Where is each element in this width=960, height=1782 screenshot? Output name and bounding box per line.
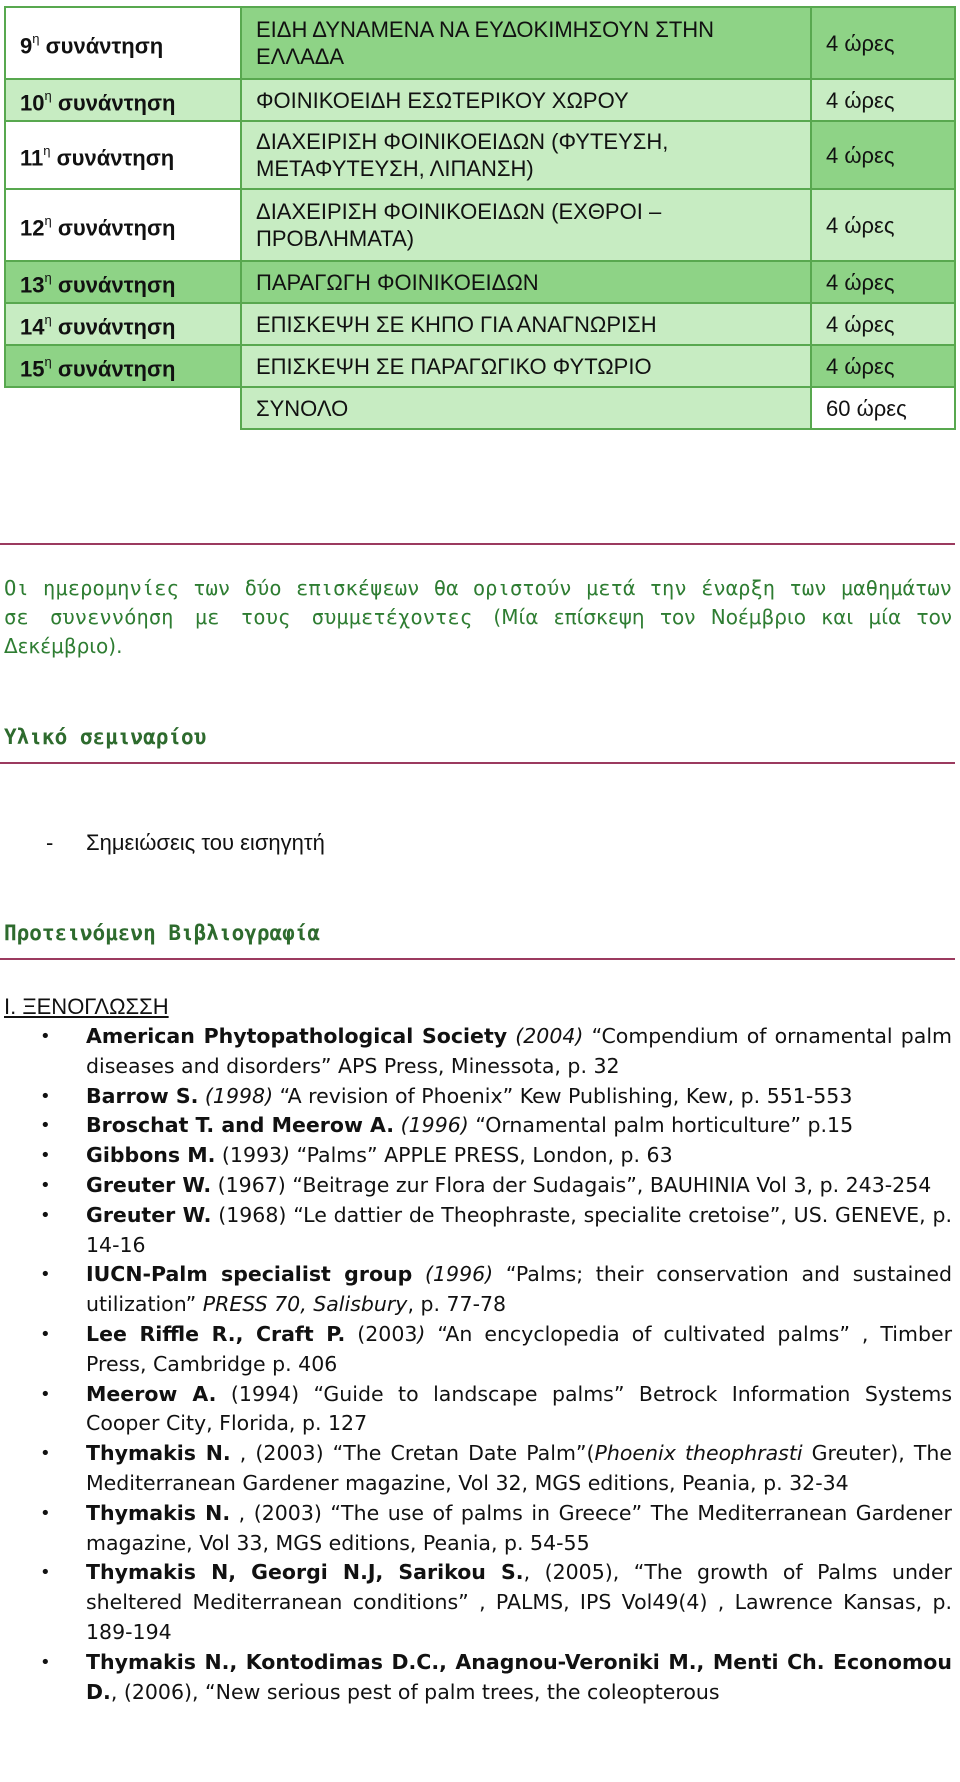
meeting-hours: 4 ώρες [811, 79, 955, 121]
divider-rule [0, 762, 955, 764]
meeting-number: $15^\eta$ συνάντηση [5, 345, 241, 387]
entry-italic: Phoenix theophrasti [594, 1441, 803, 1466]
entry-text: , p. 77-78 [407, 1292, 507, 1317]
entry-text [412, 1262, 425, 1286]
bullet-marker: • [40, 1085, 51, 1107]
bibliography-entry [0, 1439, 952, 1499]
bullet-marker: • [40, 1323, 51, 1345]
bullet-marker: • [40, 1204, 51, 1226]
total-hours: 60 ώρες [811, 387, 955, 429]
entry-italic: (1998) [204, 1083, 274, 1108]
visits-note [4, 574, 952, 661]
entry-author: Thymakis N., Kontodimas D.C., Anagnou-Veroniki M., Menti Ch. Economou D. [86, 1649, 952, 1704]
meeting-hours: 4 ώρες [811, 189, 955, 261]
schedule-row [5, 121, 955, 189]
entry-italic: (1996) [400, 1113, 469, 1138]
bullet-marker: • [40, 1443, 51, 1465]
entry-author: American Phytopathological Society [86, 1024, 508, 1048]
bibliography-entry [0, 1320, 952, 1380]
bullet-marker: • [40, 1115, 51, 1137]
meeting-number: $11^\eta$ συνάντηση [5, 121, 241, 189]
schedule-table [4, 6, 956, 430]
bullet-marker: • [40, 1174, 51, 1196]
bullet-marker: • [40, 1502, 51, 1524]
schedule-row [5, 7, 955, 79]
foreign-bibliography-heading: Ι. ΞΕΝΟΓΛΩΣΣΗ [4, 994, 169, 1019]
meeting-topic: ΦΟΙΝΙΚΟΕΙΔΗ ΕΣΩΤΕΡΙΚΟΥ ΧΩΡΟΥ [241, 79, 811, 121]
entry-author: Meerow A. [86, 1381, 217, 1406]
entry-text: , (2005), “The growth of Palms under sheltered Mediterranean conditions” , PALMS, IPS Vol49(4) , Lawrence Kansas, p. 189-194 [86, 1560, 952, 1644]
visits-note-parenthetical: (Μία επίσκεψη τον Νοέμβριο και μία τον Δεκέμβριο). [4, 605, 952, 658]
meeting-hours: 4 ώρες [811, 261, 955, 303]
entry-text: (1994) “Guide to landscape palms” Betrock Information Systems Cooper City, Florida, p. 127 [86, 1381, 953, 1436]
schedule-row [5, 303, 955, 345]
entry-italic: ) [417, 1321, 426, 1346]
bibliography-entry [0, 1171, 952, 1201]
bibliography-entry [0, 1260, 952, 1320]
bibliography-entry [0, 1141, 952, 1171]
meeting-number: $14^\eta$ συνάντηση [5, 303, 241, 345]
entry-author: Barrow S. [86, 1083, 199, 1108]
bibliography-entry [0, 1111, 952, 1141]
entry-text: “Palms; their conservation and sustained utilization” [86, 1262, 952, 1317]
entry-text: (1968) “Le dattier de Theophraste, specialite cretoise”, US. GENEVE, p. 14-16 [86, 1202, 952, 1257]
entry-text: , (2003) “The Cretan Date Palm”( [230, 1441, 595, 1466]
empty-cell [5, 387, 241, 429]
entry-text: “An encyclopedia of cultivated palms” , Timber Press, Cambridge p. 406 [86, 1321, 953, 1376]
entry-text: “Palms” APPLE PRESS, London, p. 63 [290, 1143, 673, 1168]
entry-author: IUCN-Palm specialist group [86, 1262, 413, 1287]
bibliography-entry [0, 1082, 952, 1112]
meeting-topic: ΔΙΑΧΕΙΡΙΣΗ ΦΟΙΝΙΚΟΕΙΔΩΝ (ΦΥΤΕΥΣΗ, ΜΕΤΑΦΥΤΕΥΣΗ, ΛΙΠΑΝΣΗ) [241, 121, 811, 189]
entry-text: (2003 [345, 1321, 418, 1346]
meeting-number: $9^\eta$ συνάντηση [5, 7, 241, 79]
divider-rule [0, 958, 955, 960]
schedule-row [5, 345, 955, 387]
bibliography-entry [0, 1022, 952, 1082]
meeting-topic: ΔΙΑΧΕΙΡΙΣΗ ΦΟΙΝΙΚΟΕΙΔΩΝ (ΕΧΘΡΟΙ – ΠΡΟΒΛΗΜΑΤΑ) [241, 189, 811, 261]
entry-author: Thymakis N, Georgi N.J, Sarikou S. [86, 1560, 524, 1585]
bullet-marker: • [40, 1264, 51, 1286]
entry-italic: ) [282, 1143, 291, 1168]
entry-author: Thymakis N. [86, 1500, 231, 1525]
schedule-row [5, 261, 955, 303]
bullet-marker: • [40, 1026, 51, 1047]
entry-author: Thymakis N. [86, 1441, 231, 1466]
entry-text: (1993 [215, 1143, 283, 1168]
meeting-topic: ΕΙΔΗ ΔΥΝΑΜΕΝΑ ΝΑ ΕΥΔΟΚΙΜΗΣΟΥΝ ΣΤΗΝ ΕΛΛΑΔΑ [241, 7, 811, 79]
material-item-text: Σημειώσεις του εισηγητή [86, 830, 325, 855]
entry-author: Gibbons M. [86, 1143, 216, 1168]
entry-author: Broschat T. and Meerow A. [86, 1113, 395, 1138]
total-label: ΣΥΝΟΛΟ [241, 387, 811, 429]
bibliography-entry [0, 1648, 952, 1708]
entry-italic: PRESS 70, Salisbury [202, 1292, 408, 1317]
bibliography-heading: Προτεινόμενη Βιβλιογραφία [4, 921, 321, 945]
meeting-hours: 4 ώρες [811, 7, 955, 79]
material-item [46, 830, 325, 856]
schedule-row [5, 79, 955, 121]
entry-text: (1967) “Beitrage zur Flora der Sudagais”, BAUHINIA Vol 3, p. 243-254 [211, 1172, 932, 1197]
dash-marker: - [46, 830, 54, 855]
entry-text: , (2006), “New serious pest of palm trees, the coleopterous [110, 1679, 720, 1704]
entry-text: , (2003) “The use of palms in Greece” The Mediterranean Gardener magazine, Vol 33, MGS editions, Peania, p. 54-55 [86, 1500, 952, 1555]
bibliography-entry [0, 1380, 952, 1440]
meeting-hours: 4 ώρες [811, 345, 955, 387]
entry-italic: (2004) [515, 1024, 584, 1048]
material-heading: Υλικό σεμιναρίου [4, 725, 207, 749]
visits-note-text: Οι ημερομηνίες των δύο επισκέψεων θα οριστούν μετά την έναρξη των μαθημάτων σε συνεννόηση με τους συμμετέχοντες [4, 576, 952, 629]
bibliography-list [0, 1022, 952, 1707]
meeting-topic: ΠΑΡΑΓΩΓΗ ΦΟΙΝΙΚΟΕΙΔΩΝ [241, 261, 811, 303]
entry-text: “Ornamental palm horticulture” p.15 [468, 1113, 854, 1138]
bullet-marker: • [40, 1651, 51, 1673]
meeting-topic: ΕΠΙΣΚΕΨΗ ΣΕ ΠΑΡΑΓΩΓΙΚΟ ΦΥΤΩΡΙΟ [241, 345, 811, 387]
meeting-hours: 4 ώρες [811, 303, 955, 345]
divider-rule [0, 543, 955, 545]
bibliography-entry [0, 1558, 952, 1647]
schedule-row [5, 189, 955, 261]
total-row [5, 387, 955, 429]
meeting-number: $12^\eta$ συνάντηση [5, 189, 241, 261]
entry-author: Greuter W. [86, 1172, 212, 1197]
meeting-number: $10^\eta$ συνάντηση [5, 79, 241, 121]
entry-author: Lee Riffle R., Craft P. [86, 1321, 346, 1346]
meeting-topic: ΕΠΙΣΚΕΨΗ ΣΕ ΚΗΠΟ ΓΙΑ ΑΝΑΓΝΩΡΙΣΗ [241, 303, 811, 345]
meeting-hours: 4 ώρες [811, 121, 955, 189]
bullet-marker: • [40, 1145, 51, 1167]
bullet-marker: • [40, 1562, 51, 1584]
bibliography-entry [0, 1201, 952, 1261]
entry-text: “A revision of Phoenix” Kew Publishing, Kew, p. 551-553 [273, 1083, 853, 1108]
entry-italic: (1996) [425, 1262, 494, 1287]
bullet-marker: • [40, 1383, 51, 1405]
entry-author: Greuter W. [86, 1202, 212, 1227]
entry-text: “Compendium of ornamental palm diseases and disorders” APS Press, Minessota, p. 32 [86, 1024, 952, 1078]
entry-text: Greuter), The Mediterranean Gardener magazine, Vol 32, MGS editions, Peania, p. 32-34 [86, 1441, 952, 1495]
meeting-number: $13^\eta$ συνάντηση [5, 261, 241, 303]
bibliography-entry [0, 1499, 952, 1559]
